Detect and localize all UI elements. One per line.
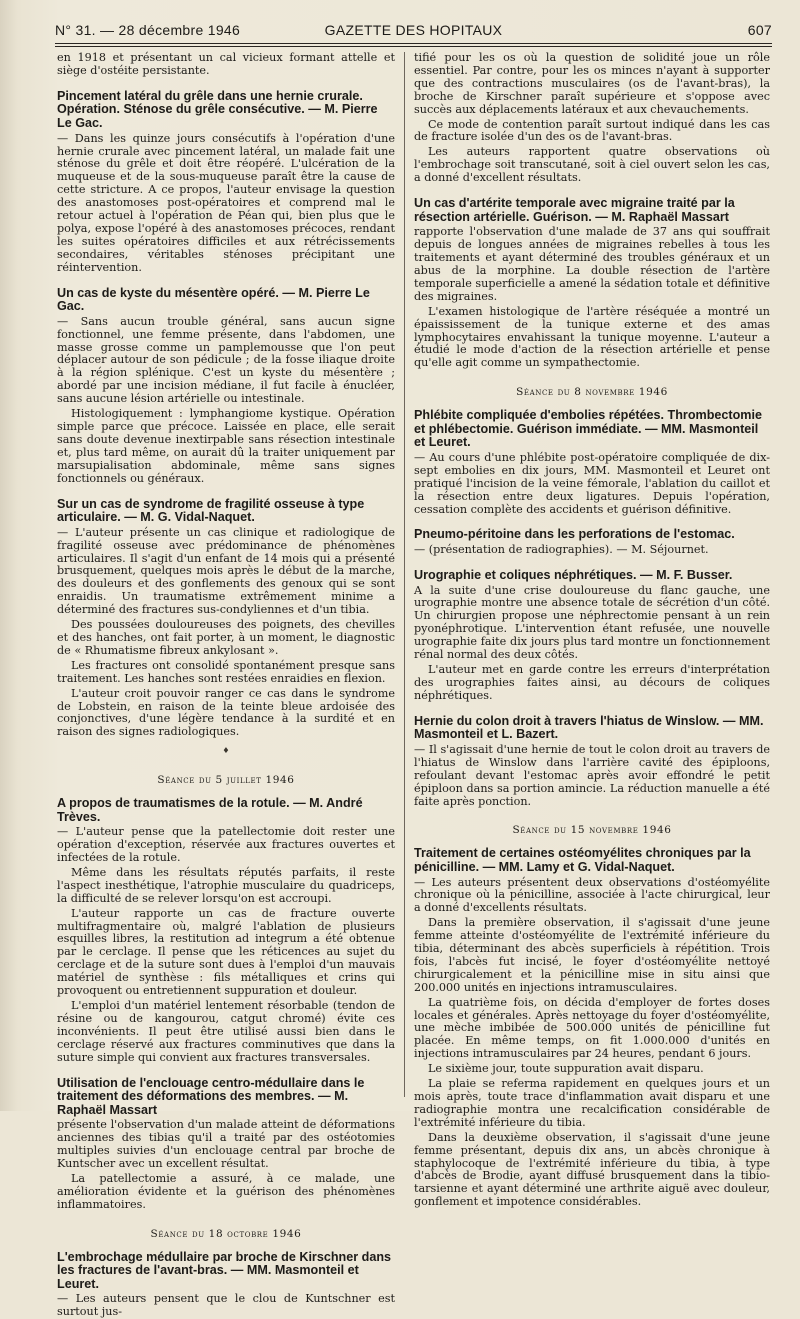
article-paragraph: Des poussées douloureuses des poignets, des chevilles et des hanches, ont fait porter, à un moment, le diagnostic de « Rhumatisme fibreux ankylosant ». [57, 618, 395, 657]
article-paragraph: L'auteur croit pouvoir ranger ce cas dans le syndrome de Lobstein, en raison de la teinte bleue ardoisée des conjonctives, d'une légère tendance à la surdité et en raison des signes radiologiques. [57, 686, 395, 739]
page-number: 607 [747, 22, 772, 38]
left-column [57, 51, 395, 1319]
article-paragraph: — Dans les quinze jours consécutifs à l'opération d'une hernie crurale avec pincement latéral, un malade fait une sténose du grêle et doit être réopéré. L'ulcération de la muqueuse et de la sous-muqueuse paraît être la cause de cette stricture. A ce propos, l'auteur envisage la question des anastomoses post-opératoires et comprend mal le retour actuel à l'opération de Péan qui, bien plus que le polya, expose l'opéré à des anastomoses précoces, rendant les suites opératoires difficiles et aux rétrécissements secondaires, véritables sténoses précipitant une réintervention. [57, 131, 395, 274]
article-paragraph: — L'auteur présente un cas clinique et radiologique de fragilité osseuse avec prédominance de phénomènes articulaires. Il s'agit d'un enfant de 14 mois qui a présenté brusquement, quelques mois après le début de la marche, des douleurs et des gonflements des genoux qui se sont enraidis. Un traumatisme extrêmement minime a déterminé des fractures sus-condyliennes et d'un tibia. [57, 525, 395, 617]
article-paragraph: A la suite d'une crise douloureuse du flanc gauche, une urographie montre une absence totale de sécrétion d'un côté. Un chirurgien propose une néphrectomie pensant à un rein pyonéphrotique. L'intervention étant refusée, une nouvelle urographie faite dix jours plus tard montre un fonctionnement rénal normal des deux côtés. [414, 583, 770, 662]
article-title: Un cas d'artérite temporale avec migraine traité par la résection artérielle. Guérison. — M. Raphaël Massart [414, 196, 735, 224]
article-kyste-mesentere [57, 287, 395, 486]
article-title: Pincement latéral du grêle dans une hernie crurale. Opération. Sténose du grêle consécutive. — M. Pierre Le Gac. [57, 88, 378, 130]
article-paragraph: L'emploi d'un matériel lentement résorbable (tendon de résine ou de kangourou, catgut chromé) évite ces inconvénients. Il peut être utilisé aussi bien dans le cerclage réservé aux fractures comminutives que dans la suture simple qui convient aux fractures transversales. [57, 999, 395, 1064]
header-rule-thin [55, 46, 772, 47]
article-arterite-temporale [414, 197, 770, 370]
page-header [55, 22, 772, 42]
article-paragraph: Dans la deuxième observation, il s'agissait d'une jeune femme présentant, depuis dix ans, un abcès chronique à staphylocoque de l'extrémité inférieure du tibia, à type d'abcès de Brodie, ayant diffusé brusquement dans la tibio-tarsienne et ayant déterminé une arthrite aiguë avec douleur, gonflement et impotence considérables. [414, 1130, 770, 1209]
article-title: A propos de traumatismes de la rotule. — M. André Trèves. [57, 796, 363, 824]
continued-paragraph: en 1918 et présentant un cal vicieux formant attelle et siège d'ostéite persistante. [57, 51, 395, 77]
session-heading: Séance du 15 novembre 1946 [512, 824, 672, 837]
session-heading: Séance du 18 octobre 1946 [150, 1227, 302, 1240]
article-paragraph: — Les auteurs présentent deux observations d'ostéomyélite chronique où la pénicilline, associée à l'acte chirurgical, leur a donné d'excellents résultats. [414, 875, 770, 915]
session-heading: Séance du 8 novembre 1946 [516, 386, 668, 399]
article-paragraph: Même dans les résultats réputés parfaits, il reste l'aspect inesthétique, l'atrophie musculaire du quadriceps, la difficulté de se relever lorsqu'on est accroupi. [57, 865, 395, 905]
article-paragraph: — (présentation de radiographies). — M. Séjournet. [414, 543, 709, 557]
article-paragraph: Les fractures ont consolidé spontanément presque sans traitement. Les hanches sont restées enraidies en flexion. [57, 658, 395, 685]
journal-title: GAZETTE DES HOPITAUX [324, 22, 503, 38]
article-title: L'embrochage médullaire par broche de Kirschner dans les fractures de l'avant-bras. — MM. Masmonteil et Leuret. [57, 1249, 392, 1291]
header-rule [55, 43, 772, 44]
article-title: Phlébite compliquée d'embolies répétées. Thrombectomie et phlébectomie. Guérison immédiate. — MM. Masmonteil et Leuret. [414, 408, 763, 450]
article-paragraph: Histologiquement : lymphangiome kystique. Opération simple parce que précoce. Laissée en place, elle serait sans doute devenue inextirpable sans résection intestinale et, plus tard même, on aurait dû la traiter uniquement par marsupialisation abdominale, même sans signes fonctionnels ou généraux. [57, 407, 395, 485]
article-title: Urographie et coliques néphrétiques. — M. F. Busser. [414, 567, 733, 582]
article-paragraph: Le sixième jour, toute suppuration avait disparu. [428, 1062, 704, 1076]
article-paragraph: Dans la première observation, il s'agissait d'une jeune femme atteinte d'ostéomyélite de l'extrémité inférieure du tibia, déterminant des abcès superficiels à répétition. Trois fois, l'abcès fut incisé, le foyer d'ostéomyélite nettoyé chirurgicalement et la pénicilline mise in situ ainsi que 200.000 unités en injections intramusculaires. [414, 916, 770, 994]
separator-ornament: ♦ [222, 746, 230, 756]
article-paragraph: — Sans aucun trouble général, sans aucun signe fonctionnel, une femme présente, dans l'abdomen, une masse grosse comme un pamplemousse que l'on peut déplacer autour de son pédicule ; de la fosse iliaque droite à la région splénique. C'est un kyste du mésentère ; abordé par une incision médiane, il fut facile à énucléer, sans aucune lésion artérielle ou intestinale. [57, 314, 395, 406]
article-title: Sur un cas de syndrome de fragilité osseuse à type articulaire. — M. G. Vidal-Naquet. [57, 496, 365, 525]
article-paragraph: — Les auteurs pensent que le clou de Kuntschner est surtout jus- [57, 1292, 395, 1319]
article-paragraph: Ce mode de contention paraît surtout indiqué dans les cas de fracture isolée d'un des os de l'avant-bras. [414, 117, 770, 144]
article-paragraph: La plaie se referma rapidement en quelques jours et un mois après, toute trace d'inflammation avait disparu et une radiographie montra une recalcification considérable de l'extrémité inférieure du tibia. [414, 1077, 770, 1129]
article-title: Hernie du colon droit à travers l'hiatus de Winslow. — MM. Masmonteil et L. Bazert. [414, 713, 764, 742]
article-title: Utilisation de l'enclouage centro-médullaire dans le traitement des déformations des membres. — M. Raphaël Massart [57, 1075, 365, 1117]
article-urographie [414, 569, 770, 703]
article-paragraph: La patellectomie a assuré, à ce malade, une amélioration évidente et la guérison des phénomènes inflammatoires. [57, 1171, 395, 1211]
article-phlebite [414, 409, 770, 516]
article-paragraph: — L'auteur pense que la patellectomie doit rester une opération d'exception, réservée aux fractures ouvertes et infectées de la rotule. [57, 825, 395, 865]
article-paragraph: Les auteurs rapportent quatre observations où l'embrochage soit transcutané, soit à ciel ouvert selon les cas, a donné d'excellent résultats. [414, 145, 770, 185]
article-paragraph: L'examen histologique de l'artère réséquée a montré un épaississement de la tunique externe et des amas lymphocytaires envahissant la tunique moyenne. L'auteur a étudié le mode d'action de la résection artérielle et pense qu'elle agit comme un sympathectomie. [414, 304, 770, 370]
article-title: Traitement de certaines ostéomyélites chroniques par la pénicilline. — MM. Lamy et G. Vidal-Naquet. [414, 846, 751, 874]
article-paragraph: L'auteur met en garde contre les erreurs d'interprétation des urographies faites ainsi, au décours de coliques néphrétiques. [414, 662, 770, 702]
article-title: Un cas de kyste du mésentère opéré. — M. Pierre Le Gac. [57, 285, 370, 314]
article-fragilite-osseuse [57, 498, 395, 740]
continued-paragraph: tifié pour les os où la question de solidité joue un rôle essentiel. Par contre, pour les os minces n'ayant à supporter que des contractions musculaires (os de l'avant-bras), la broche de Kirschner paraît supérieure et s'oppose avec succès aux déplacements latéraux et aux chevauchements. [414, 51, 770, 116]
article-osteomyelites [414, 847, 770, 1209]
article-pneumo-peritoine [414, 528, 770, 557]
right-column [414, 51, 770, 1209]
issue-number: N° 31. — 28 décembre 1946 [55, 22, 241, 38]
article-paragraph: présente l'observation d'un malade atteint de déformations anciennes des tibias qu'il a traité par des ostéotomies multiples suivies d'un enclouage central par broche de Kuntscher avec un excellent résultat. [57, 1118, 395, 1171]
article-embrochage [57, 1251, 395, 1319]
article-enclouage [57, 1077, 395, 1212]
article-paragraph: — Au cours d'une phlébite post-opératoire compliquée de dix-sept embolies en dix jours, MM. Masmonteil et Leuret ont pratiqué l'incision de la veine fémorale, l'ablation du caillot et la résection entre deux ligatures. Depuis l'opération, cessation complète des accidents et guérison définitive. [414, 450, 770, 516]
column-divider [404, 52, 405, 1097]
article-title: Pneumo-péritoine dans les perforations de l'estomac. [414, 527, 735, 542]
article-paragraph: La quatrième fois, on décida d'employer de fortes doses locales et générales. Après nettoyage du foyer d'ostéomyélite, une mèche imbibée de 500.000 unités de pénicilline fut placée. En même temps, on fit 1.000.000 d'unités en injections intramusculaires par 24 heures, pendant 6 jours. [414, 995, 770, 1061]
article-traumatismes-rotule [57, 797, 395, 1065]
article-paragraph: — Il s'agissait d'une hernie de tout le colon droit au travers de l'hiatus de Winslow dans l'arrière cavité des épiploons, refoulant devant l'estomac après avoir effondré le petit épiploon dans sa portion amincie. La réduction manuelle a été faite après ponction. [414, 742, 770, 808]
article-pincement-lateral [57, 90, 395, 275]
session-heading: Séance du 5 juillet 1946 [157, 774, 295, 787]
article-hernie-colon [414, 715, 770, 809]
article-paragraph: rapporte l'observation d'une malade de 37 ans qui souffrait depuis de longues années de migraines rebelles à tous les traitements et ayant déterminé des troubles généraux et un abus de la morphine. La double résection de l'artère temporale superficielle a amené la sédation totale et définitive des migraines. [414, 225, 770, 303]
article-paragraph: L'auteur rapporte un cas de fracture ouverte multifragmentaire où, malgré l'ablation de plusieurs esquilles libres, la restitution ad integrum a été obtenue par le cerclage. Il pense que les réticences au sujet du cerclage et de la suture sont dues à l'emploi d'un mauvais matériel de synthèse : fils métalliques et crins qui provoquent ou entretiennent suppuration et douleur. [57, 906, 395, 998]
